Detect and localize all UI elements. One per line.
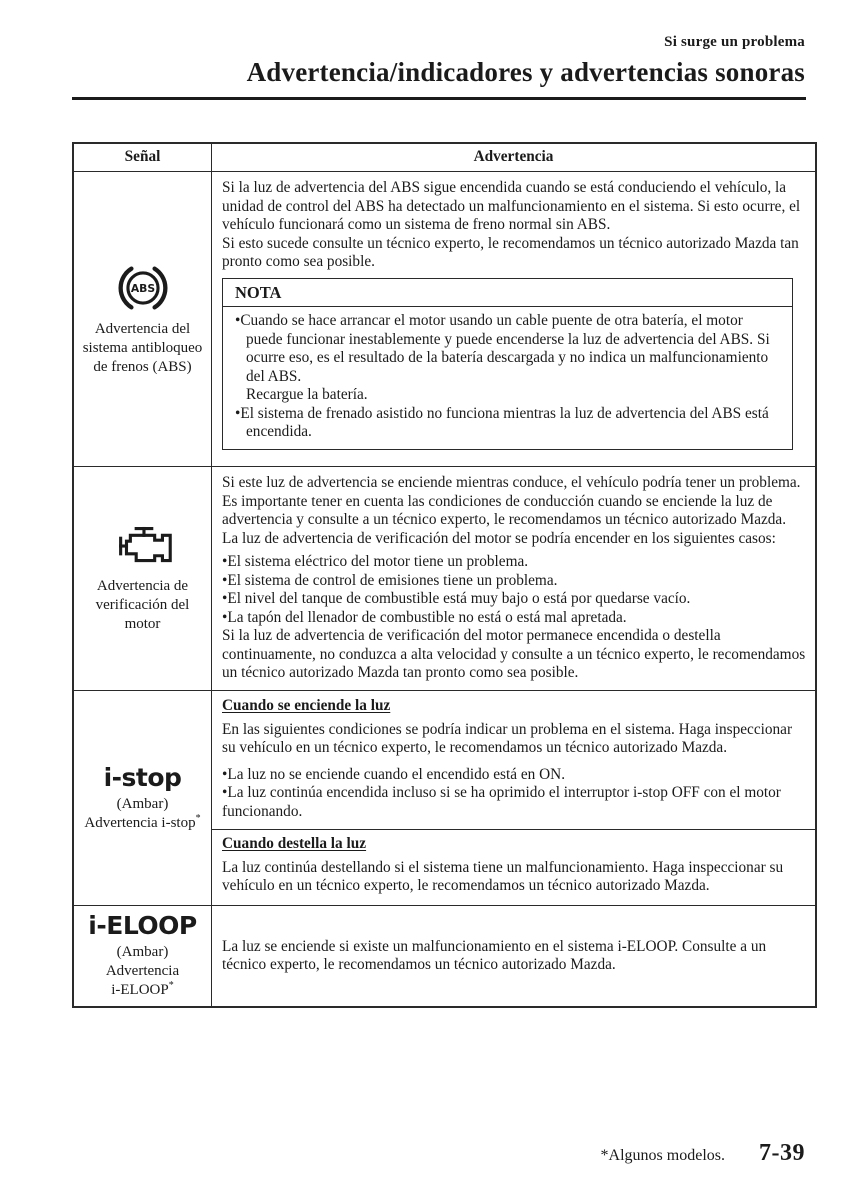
- i-stop-section-light-flashing: [212, 829, 815, 904]
- signal-cell-abs: [74, 172, 212, 466]
- nota-bullet-1: • Cuando se hace arrancar el motor usando un cable puente de otra batería, el motor puede funcionar inestablemente y puede encenderse la luz de advertencia del ABS. Si ocurre eso, es el resultado de la batería descargada y no indica un malfuncionamiento del ABS.: [235, 312, 780, 386]
- table-header-row: [74, 144, 815, 171]
- engine-bullet-2: • El sistema de control de emisiones tiene un problema.: [222, 572, 809, 591]
- signal-label-line: Advertencia: [105, 963, 180, 979]
- abs-paragraph-2: Si esto sucede consulte un técnico experto, le recomendamos un técnico autorizado Mazda tan pronto como sea posible.: [222, 234, 799, 270]
- signal-cell-i-stop: [74, 691, 212, 905]
- table-row-i-stop: [74, 690, 815, 905]
- signal-cell-i-eloop: [74, 906, 212, 1006]
- i-stop-logo: i-stop: [103, 762, 182, 792]
- i-eloop-paragraph: La luz se enciende si existe un malfuncionamiento en el sistema i-ELOOP. Consulte a un técnico experto, le recomendamos un técnico autorizado Mazda.: [222, 937, 767, 973]
- warning-table: [72, 142, 817, 1008]
- i-stop-bullet-2: • La luz continúa encendida incluso si se ha oprimido el interruptor i-stop OFF con el motor funcionando.: [222, 784, 809, 821]
- page-footer: [601, 1140, 805, 1167]
- signal-label-line: Advertencia del: [94, 320, 191, 337]
- warning-cell-abs: [212, 172, 815, 466]
- signal-label-line: Advertencia de: [96, 578, 189, 594]
- page-title: Advertencia/indicadores y advertencias sonoras: [246, 57, 805, 87]
- nota-body: [223, 307, 792, 449]
- signal-label-check-engine: [96, 577, 190, 634]
- i-stop-ambar: (Ambar): [116, 795, 169, 812]
- warning-cell-check-engine: [212, 467, 815, 690]
- signal-cell-check-engine: [74, 467, 212, 690]
- signal-label-line: de frenos (ABS): [93, 358, 192, 375]
- signal-label-line: sistema antibloqueo: [82, 339, 203, 356]
- i-stop-heading-1: Cuando se enciende la luz: [222, 697, 391, 714]
- engine-bullet-3: • El nivel del tanque de combustible está muy bajo o está por quedarse vacío.: [222, 590, 809, 609]
- signal-label-abs: [83, 320, 203, 377]
- table-row-abs: [74, 171, 815, 466]
- i-eloop-ambar: (Ambar): [116, 944, 169, 960]
- signal-label-i-stop: [84, 814, 200, 833]
- footnote: *Algunos modelos.: [600, 1147, 725, 1164]
- footnote-marker: *: [195, 812, 201, 824]
- warning-cell-i-eloop: [212, 906, 815, 1006]
- section-kicker: Si surge un problema: [664, 34, 805, 50]
- footnote-marker: *: [168, 980, 174, 991]
- signal-label-i-eloop: [106, 962, 179, 1000]
- column-header-signal: Señal: [74, 144, 212, 171]
- engine-paragraph-3: Si la luz de advertencia de verificación del motor permanece encendida o destella continuamente, no conduzca a alta velocidad y consulte a un técnico experto, le recomendamos un técnico autorizado Mazda tan pronto como sea posible.: [222, 627, 806, 681]
- i-eloop-logo: i-ELOOP: [88, 911, 197, 940]
- nota-title: NOTA: [223, 279, 792, 308]
- engine-paragraph-1: Si este luz de advertencia se enciende mientras conduce, el vehículo podría tener un problema. Es importante tener en cuenta las condiciones de conducción cuando se enciende la luz de advertencia y consulte a un técnico experto, le recomendamos un técnico autorizado Mazda.: [222, 474, 801, 528]
- svg-text:ABS: ABS: [130, 281, 155, 295]
- nota-bullet-1-note: Recargue la batería.: [246, 386, 368, 403]
- i-stop-paragraph-2: La luz continúa destellando si el sistema tiene un malfuncionamiento. Haga inspeccionar su vehículo en un técnico experto, le recomendamos un técnico autorizado Mazda.: [222, 858, 784, 894]
- title-rule: [72, 97, 806, 100]
- abs-warning-icon: [100, 262, 186, 314]
- signal-label-text: i-ELOOP: [111, 982, 169, 998]
- signal-label-line: [106, 981, 179, 1000]
- signal-label-line: verificación del: [95, 597, 190, 613]
- engine-bullet-1: • El sistema eléctrico del motor tiene un problema.: [222, 553, 809, 572]
- i-stop-bullet-1: • La luz no se enciende cuando el encendido está en ON.: [222, 766, 809, 785]
- i-stop-paragraph-1: En las siguientes condiciones se podría indicar un problema en el sistema. Haga inspeccionar su vehículo en un técnico experto, le recomendamos un técnico autorizado Mazda.: [222, 720, 793, 756]
- table-row-i-eloop: [74, 905, 815, 1006]
- i-stop-section-light-on: [212, 691, 815, 829]
- nota-box: [222, 278, 793, 450]
- warning-cell-i-stop: [212, 691, 815, 905]
- page-number: 7-39: [759, 1140, 805, 1166]
- engine-paragraph-2: La luz de advertencia de verificación del motor se podría encender en los siguientes casos:: [222, 529, 776, 547]
- signal-label-line: motor: [124, 616, 161, 632]
- nota-bullet-2: • El sistema de frenado asistido no funciona mientras la luz de advertencia del ABS está encendida.: [235, 405, 780, 442]
- check-engine-icon: [108, 523, 178, 571]
- i-stop-heading-2: Cuando destella la luz: [222, 835, 367, 852]
- abs-paragraph-1: Si la luz de advertencia del ABS sigue encendida cuando se está conduciendo el vehículo, la unidad de control del ABS ha detectado un malfuncionamiento en el sistema. Si esto ocurre, el vehículo funcionará como un sistema de freno normal sin ABS.: [222, 179, 801, 233]
- column-header-warning: Advertencia: [473, 148, 554, 166]
- page-header: [72, 34, 805, 88]
- table-row-check-engine: [74, 466, 815, 690]
- signal-label-text: Advertencia i-stop: [84, 814, 196, 831]
- engine-bullet-4: • La tapón del llenador de combustible no está o está mal apretada.: [222, 609, 809, 628]
